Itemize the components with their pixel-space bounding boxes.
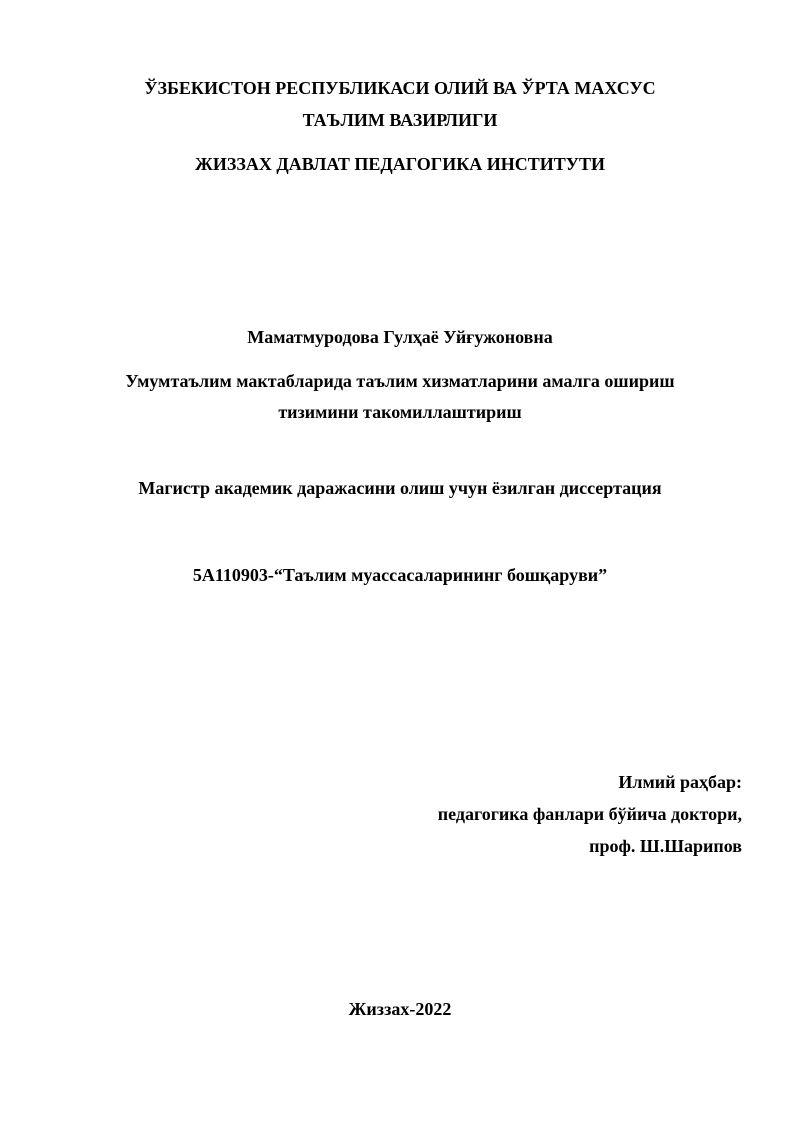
supervisor-name: проф. Ш.Шарипов (589, 836, 742, 856)
author-name: Маматмуродова Гулҳаё Уйғужоновна (247, 327, 553, 347)
dissertation-title-line-2: тизимини такомиллаштириш (278, 402, 522, 422)
degree-statement: Магистр академик даражасини олиш учун ёзилган диссертация (138, 478, 662, 498)
supervisor-degree: педагогика фанлари бўйича доктори, (437, 804, 742, 824)
place-year: Жиззах-2022 (348, 999, 452, 1019)
ministry-line-2: ТАЪЛИМ ВАЗИРЛИГИ (302, 110, 498, 130)
dissertation-title-line-1: Умумтаълим мактабларида таълим хизматларини амалга ошириш (125, 371, 675, 391)
ministry-line-1: ЎЗБЕКИСТОН РЕСПУБЛИКАСИ ОЛИЙ ВА ЎРТА МАХСУС (144, 78, 656, 98)
supervisor-label: Илмий раҳбар: (618, 772, 742, 792)
specialty-code: 5А110903-“Таълим муассасаларининг бошқаруви” (192, 565, 608, 585)
institute-name: ЖИЗЗАХ ДАВЛАТ ПЕДАГОГИКА ИНСТИТУТИ (195, 154, 605, 174)
